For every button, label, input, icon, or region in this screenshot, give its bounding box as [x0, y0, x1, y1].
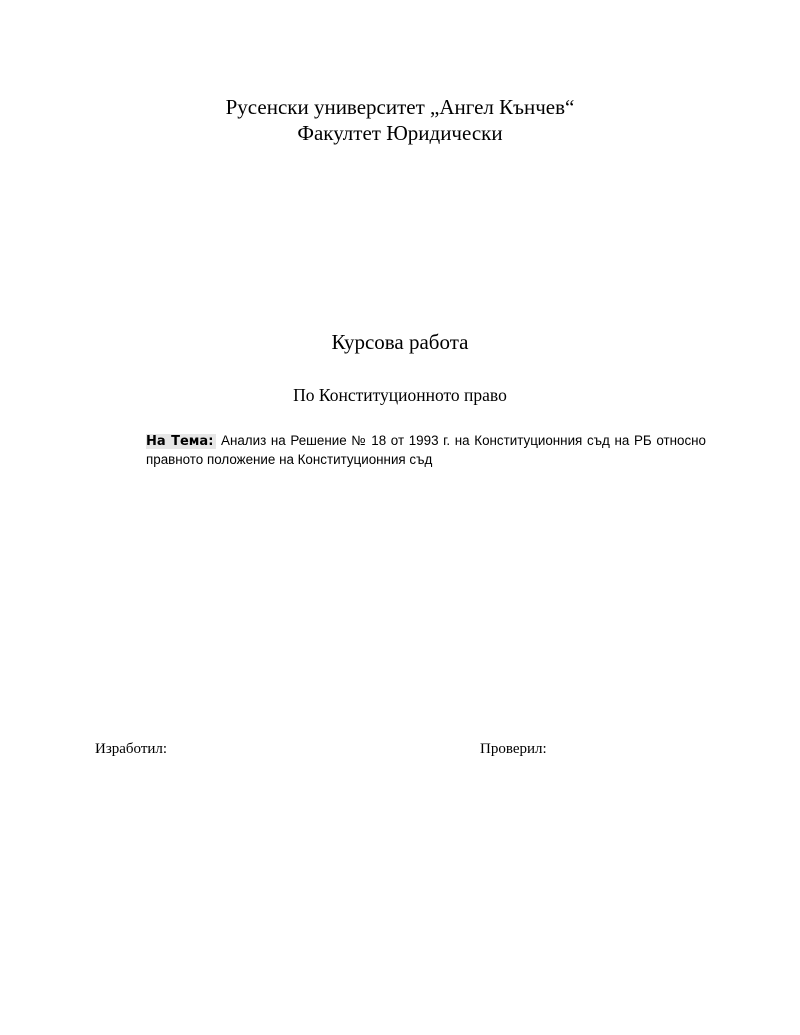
topic-label-text: На Тема [146, 434, 209, 449]
course-work-title: Курсова работа [331, 330, 469, 354]
topic-label-colon: : [208, 434, 214, 449]
title-header [0, 94, 800, 146]
topic-label [146, 434, 216, 449]
topic-paragraph [146, 432, 706, 469]
checked-by-label: Проверил: [480, 741, 547, 757]
prepared-by-label: Изработил: [95, 741, 168, 757]
faculty-name: Факултет Юридически [297, 121, 503, 145]
topic-text: Анализ на Решение № 18 от 1993 г. на Конституционния съд на РБ относно правното положение на Конституционния съд [146, 433, 706, 467]
subject-title: По Конституционното право [293, 385, 507, 405]
university-name: Русенски университет „Ангел Кънчев“ [225, 95, 575, 119]
